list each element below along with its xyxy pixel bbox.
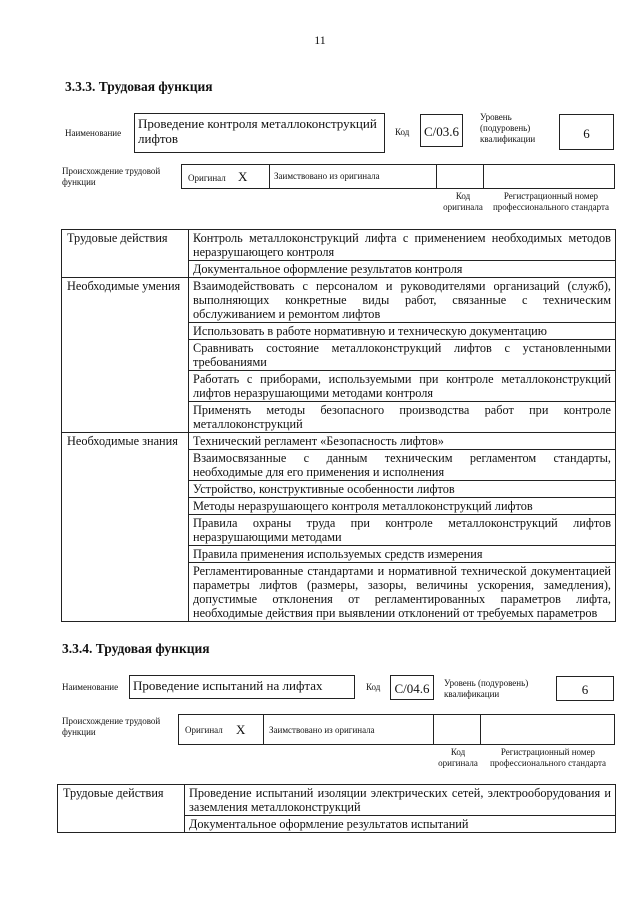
table-row xyxy=(62,230,616,261)
code-field: C/03.6 xyxy=(420,114,463,147)
caption-reg: Регистрационный номер профессионального стандарта xyxy=(489,747,607,768)
table-row xyxy=(58,785,616,816)
borrowed-label: Заимствовано из оригинала xyxy=(269,725,375,735)
function-name-field: Проведение испытаний на лифтах xyxy=(129,675,355,699)
group-label: Необходимые знания xyxy=(62,433,189,622)
function-name-field: Проведение контроля металлоконструкций лифтов xyxy=(134,113,385,153)
borrowed-label: Заимствовано из оригинала xyxy=(274,171,380,181)
code-field: C/04.6 xyxy=(390,675,434,700)
table-cell: Методы неразрушающего контроля металлоконструкций лифтов xyxy=(189,498,616,515)
level-label: Уровень (подуровень) квалификации xyxy=(480,112,536,144)
table-cell: Правила охраны труда при контроле металлоконструкций лифтов неразрушающими методами xyxy=(189,515,616,546)
caption-code: Код оригинала xyxy=(443,191,483,212)
function-table xyxy=(57,784,616,833)
level-field: 6 xyxy=(556,676,614,701)
table-cell: Правила применения используемых средств измерения xyxy=(189,546,616,563)
name-label: Наименование xyxy=(65,128,122,138)
table-cell: Документальное оформление результатов испытаний xyxy=(185,816,616,833)
table-cell: Проведение испытаний изоляции электрических сетей, электрооборудования и заземления металлоконструкций xyxy=(185,785,616,816)
origin-table xyxy=(178,714,615,745)
code-label: Код xyxy=(395,127,410,137)
section-heading: 3.3.3. Трудовая функция xyxy=(65,79,213,94)
group-label: Трудовые действия xyxy=(62,230,189,278)
table-cell: Применять методы безопасного производства работ при контроле металлоконструкций xyxy=(189,402,616,433)
section-heading: 3.3.4. Трудовая функция xyxy=(62,641,210,656)
original-label: Оригинал xyxy=(185,725,223,735)
table-cell: Взаимодействовать с персоналом и руководителями организаций (служб), выполняющих конкретные виды работ, связанные с техническим обслуживанием и ремонтом лифтов xyxy=(189,278,616,323)
original-mark: X xyxy=(236,722,246,737)
caption-code: Код оригинала xyxy=(438,747,478,768)
origin-label: Происхождение трудовой функции xyxy=(62,716,161,737)
table-cell: Взаимосвязанные с данным техническим регламентом стандарты, необходимые для его применения и исполнения xyxy=(189,450,616,481)
table-cell: Технический регламент «Безопасность лифтов» xyxy=(189,433,616,450)
table-cell: Контроль металлоконструкций лифта с применением необходимых методов неразрушающего контроля xyxy=(189,230,616,261)
origin-label: Происхождение трудовой функции xyxy=(62,166,161,187)
name-label: Наименование xyxy=(62,682,119,692)
table-cell: Регламентированные стандартами и нормативной технической документацией параметры лифтов (размеры, зазоры, величины ускорения, замедления), допустимые отклонения от регламентированных параметров лифта, необходимые действия при выявлении отклонений от требуемых параметров xyxy=(189,563,616,622)
group-label: Трудовые действия xyxy=(58,785,185,833)
table-row xyxy=(62,278,616,323)
original-mark: X xyxy=(238,169,248,184)
table-cell: Сравнивать состояние металлоконструкций лифтов с установленными требованиями xyxy=(189,340,616,371)
function-table xyxy=(61,229,616,622)
level-label: Уровень (подуровень) квалификации xyxy=(444,678,529,699)
group-label: Необходимые умения xyxy=(62,278,189,433)
level-field: 6 xyxy=(559,114,614,150)
table-cell: Устройство, конструктивные особенности лифтов xyxy=(189,481,616,498)
page-number: 11 xyxy=(314,33,326,47)
table-cell: Работать с приборами, используемыми при контроле металлоконструкций лифтов неразрушающими методами контроля xyxy=(189,371,616,402)
table-cell: Использовать в работе нормативную и техническую документацию xyxy=(189,323,616,340)
table-cell: Документальное оформление результатов контроля xyxy=(189,261,616,278)
table-row xyxy=(62,433,616,450)
origin-table xyxy=(181,164,615,189)
original-label: Оригинал xyxy=(188,173,226,183)
caption-reg: Регистрационный номер профессионального стандарта xyxy=(492,191,610,212)
code-label: Код xyxy=(366,682,381,692)
